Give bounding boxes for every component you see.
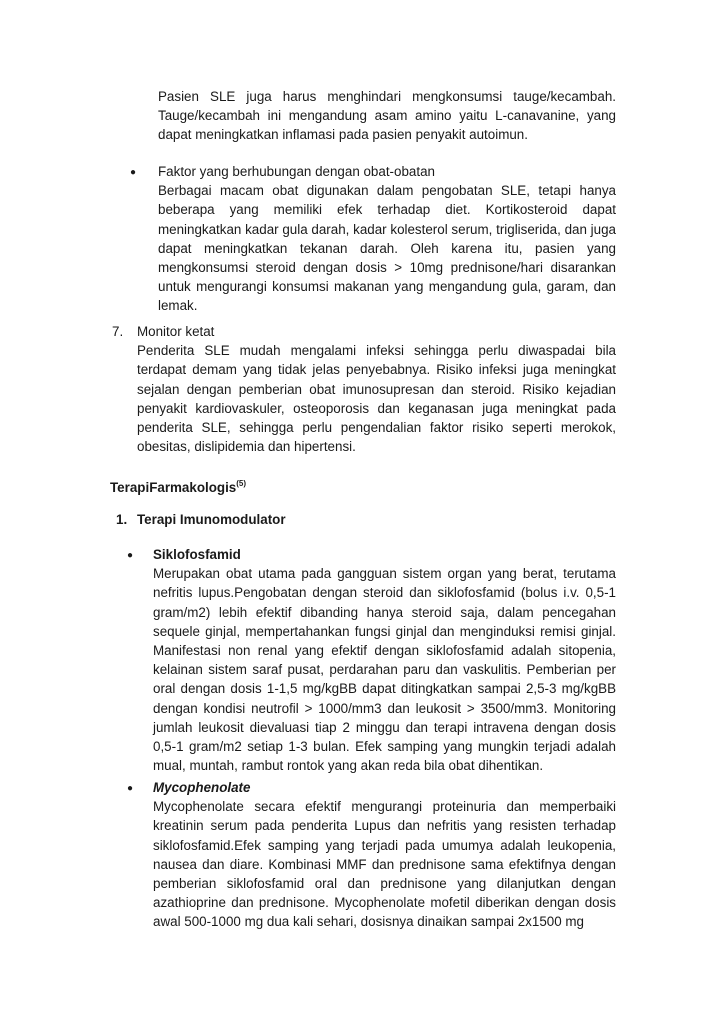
bullet-marker: ● xyxy=(127,783,134,794)
paragraph-tauge xyxy=(158,87,616,145)
list-item-text: Penderita SLE mudah mengalami infeksi sehingga perlu diwaspadai bila terdapat demam yang tidak jelas penyebabnya. Risiko infeksi juga meningkat sejalan dengan pemberian obat imunosupresan dan steroid. Risiko kejadian penyakit kardiovaskuler, osteoporosis dan keganasan juga meningkat pada penderita SLE, sehingga perlu pengendalian faktor risiko seperti merokok, obesitas, dislipidemia dan hipertensi. xyxy=(137,343,616,455)
section-heading-text: TerapiFarmakologis xyxy=(110,480,237,495)
bullet-marker: ● xyxy=(127,550,134,561)
list-item-monitor xyxy=(137,322,616,456)
subheading-text: Terapi Imunomodulator xyxy=(137,512,286,527)
bullet-item-title: Mycophenolate xyxy=(153,780,251,795)
bullet-item-title: Faktor yang berhubungan dengan obat-obatan xyxy=(158,164,435,179)
paragraph-tauge-text: Pasien SLE juga harus menghindari mengkonsumsi tauge/kecambah. Tauge/kecambah ini mengandung asam amino yaitu L-canavanine, yang dapat meningkatkan inflamasi pada pasien penyakit autoimun. xyxy=(158,89,616,143)
bullet-item-mycophenolate xyxy=(153,778,616,932)
bullet-item-text: Mycophenolate secara efektif mengurangi proteinuria dan memperbaiki kreatinin serum pada penderita Lupus dan nefritis yang resisten terhadap siklofosfamid.Efek samping yang terjadi pada umumya adalah leukopenia, nausea dan diare. Kombinasi MMF dan prednisone sama efektifnya dengan pemberian siklofosfamid oral dan prednisone yang dilanjutkan dengan azathioprine dan prednisone. Mycophenolate mofetil diberikan dengan dosis awal 500-1000 mg dua kali sehari, dosisnya dinaikan sampai 2x1500 mg xyxy=(153,799,616,930)
bullet-item-text: Berbagai macam obat digunakan dalam pengobatan SLE, tetapi hanya beberapa yang memiliki efek terhadap diet. Kortikosteroid dapat meningkatkan kadar gula darah, kadar kolesterol serum, trigliserida, dan juga dapat meningkatkan tekanan darah. Oleh karena itu, pasien yang mengkonsumsi steroid dengan dosis > 10mg prednisone/hari disarankan untuk mengurangi konsumsi makanan yang mengandung gula, garam, dan lemak. xyxy=(158,183,616,314)
list-number: 7. xyxy=(112,324,124,339)
bullet-item-obat xyxy=(158,162,616,316)
list-item-title: Monitor ketat xyxy=(137,324,215,339)
bullet-item-siklofosfamid xyxy=(153,545,616,775)
citation-superscript: (5) xyxy=(236,479,247,488)
subheading-number: 1. xyxy=(116,512,128,527)
bullet-marker: ● xyxy=(130,167,137,178)
bullet-item-text: Merupakan obat utama pada gangguan sistem organ yang berat, terutama nefritis lupus.Pengobatan dengan steroid dan siklofosfamid (bolus i.v. 0,5-1 gram/m2) lebih efektif dibanding hanya steroid saja, dalam pencegahan sequele ginjal, mempertahankan fungsi ginjal dan menginduksi remisi ginjal. Manifestasi non renal yang efektif dengan siklofosfamid adalah sitopenia, kelainan sistem saraf pusat, perdarahan paru dan vaskulitis. Pemberian per oral dengan dosis 1-1,5 mg/kgBB dapat ditingkatkan sampai 2,5-3 mg/kgBB dengan kondisi neutrofil > 1000/mm3 dan leukosit > 3500/mm3. Monitoring jumlah leukosit dievaluasi tiap 2 minggu dan terapi intravena dengan dosis 0,5-1 gram/m2 setiap 1-3 bulan. Efek samping yang mungkin terjadi adalah mual, muntah, rambut rontok yang akan reda bila obat dihentikan. xyxy=(153,566,616,774)
bullet-item-title: Siklofosfamid xyxy=(153,547,241,562)
section-heading xyxy=(110,478,246,497)
subheading xyxy=(137,510,286,529)
